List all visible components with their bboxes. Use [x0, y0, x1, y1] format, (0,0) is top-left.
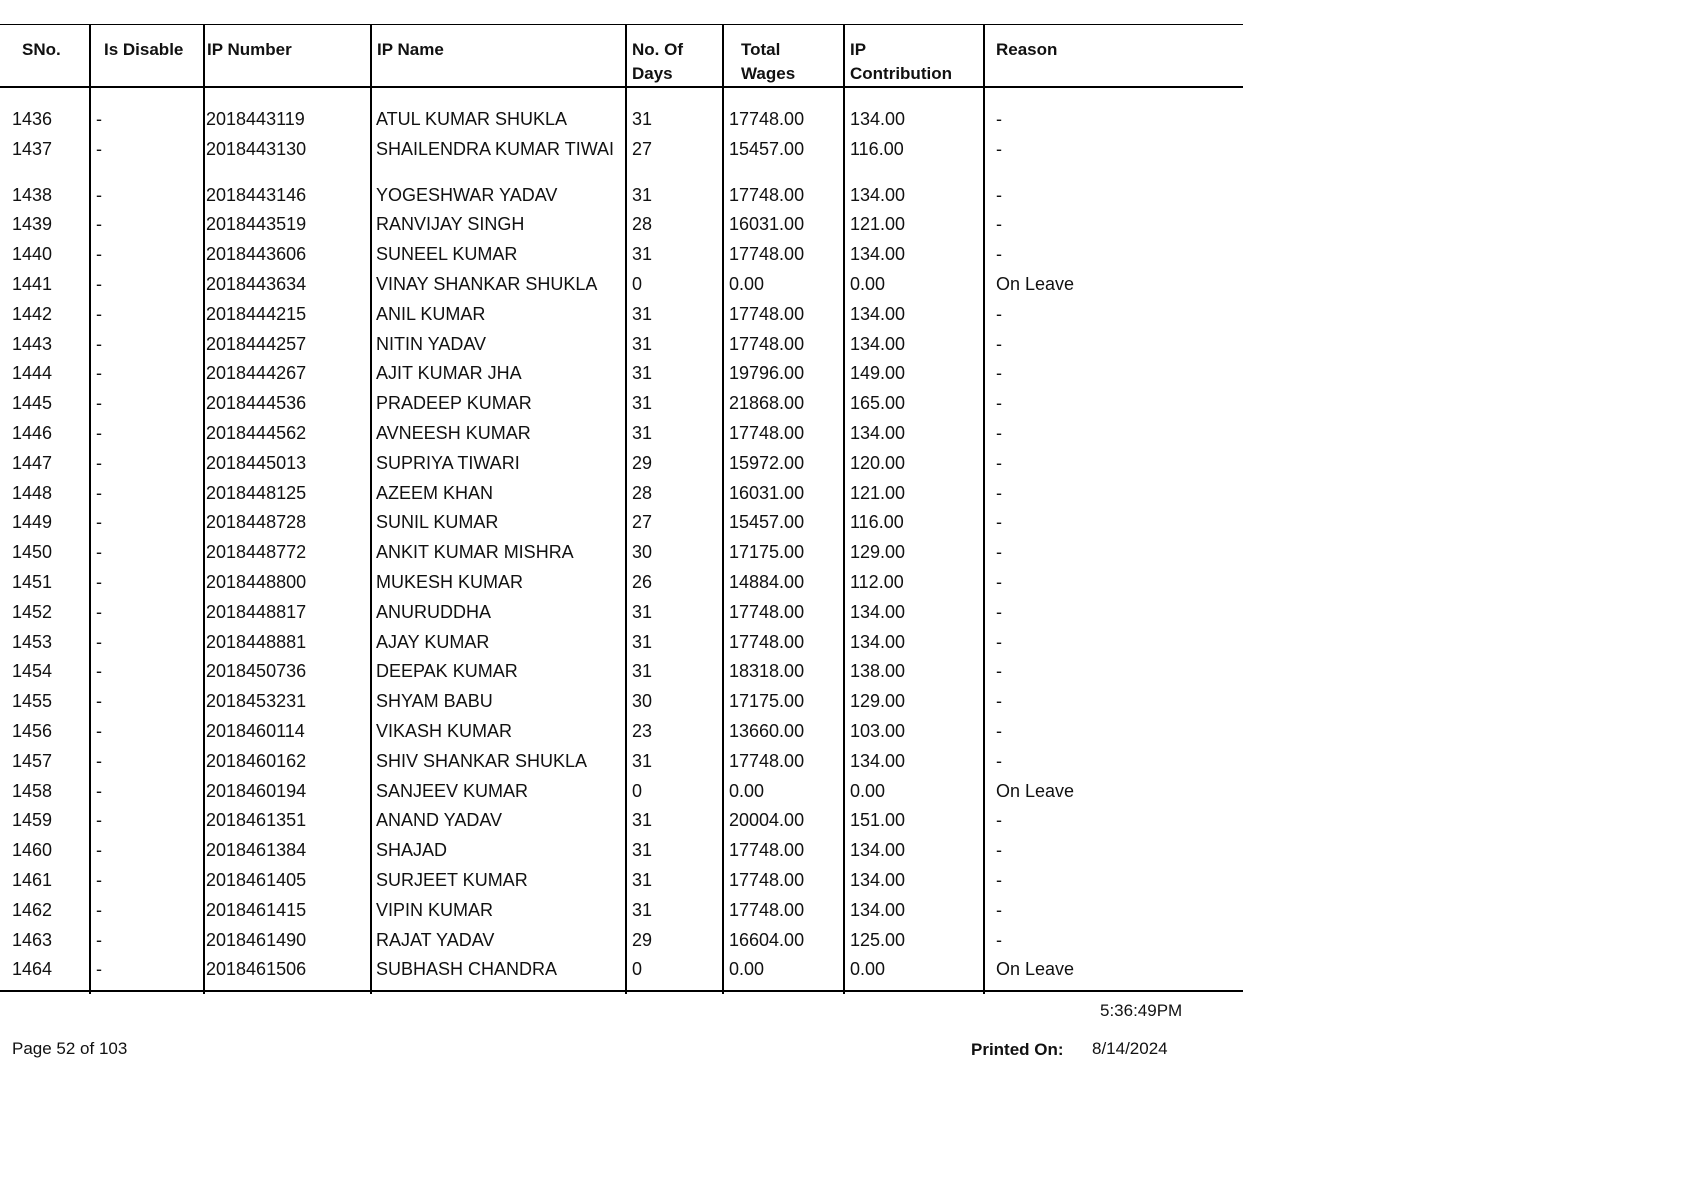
cell-total-wages: 17748.00	[729, 602, 805, 622]
cell-total-wages: 17748.00	[729, 185, 805, 205]
cell-total-wages: 17748.00	[729, 870, 805, 890]
cell-ip-name: ATUL KUMAR SHUKLA	[376, 109, 568, 129]
cell-no-of-days: 31	[632, 393, 653, 413]
cell-reason: -	[996, 572, 1002, 592]
column-header-ip-number: IP Number	[207, 40, 292, 59]
cell-total-wages: 14884.00	[729, 572, 805, 592]
cell-ip-number: 2018444536	[206, 393, 307, 413]
cell-ip-name: SHAJAD	[376, 840, 448, 860]
column-header-sno: SNo.	[22, 40, 61, 59]
cell-reason: -	[996, 840, 1002, 860]
cell-ip-name: SHIV SHANKAR SHUKLA	[376, 751, 588, 771]
cell-ip-name: RANVIJAY SINGH	[376, 214, 525, 234]
cell-is-disable: -	[96, 453, 102, 473]
cell-ip-contribution: 0.00	[850, 274, 886, 294]
cell-total-wages: 15457.00	[729, 139, 805, 159]
cell-reason: -	[996, 453, 1002, 473]
cell-is-disable: -	[96, 139, 102, 159]
cell-is-disable: -	[96, 109, 102, 129]
cell-ip-contribution: 134.00	[850, 304, 906, 324]
cell-reason: -	[996, 900, 1002, 920]
cell-total-wages: 17748.00	[729, 304, 805, 324]
cell-ip-number: 2018443119	[206, 109, 305, 129]
cell-total-wages: 17748.00	[729, 423, 805, 443]
cell-ip-name: NITIN YADAV	[376, 334, 487, 354]
cell-is-disable: -	[96, 632, 102, 652]
cell-ip-name: VINAY SHANKAR SHUKLA	[376, 274, 598, 294]
cell-total-wages: 17175.00	[729, 691, 805, 711]
cell-total-wages: 0.00	[729, 959, 765, 979]
cell-ip-contribution: 116.00	[850, 512, 904, 532]
column-divider	[89, 24, 91, 994]
cell-reason: -	[996, 109, 1002, 129]
cell-ip-name: ANURUDDHA	[376, 602, 492, 622]
cell-no-of-days: 30	[632, 691, 653, 711]
printed-on-date: 8/14/2024	[1092, 1039, 1168, 1058]
cell-ip-number: 2018461351	[206, 810, 307, 830]
cell-sno: 1461	[12, 870, 53, 890]
cell-sno: 1451	[12, 572, 53, 592]
cell-ip-contribution: 149.00	[850, 363, 906, 383]
cell-ip-contribution: 134.00	[850, 244, 906, 264]
cell-no-of-days: 29	[632, 930, 653, 950]
cell-ip-contribution: 129.00	[850, 542, 906, 562]
cell-no-of-days: 31	[632, 185, 653, 205]
cell-sno: 1444	[12, 363, 53, 383]
cell-total-wages: 16604.00	[729, 930, 805, 950]
cell-ip-number: 2018461506	[206, 959, 307, 979]
column-divider	[983, 24, 985, 994]
cell-no-of-days: 0	[632, 274, 643, 294]
cell-is-disable: -	[96, 512, 102, 532]
cell-no-of-days: 31	[632, 109, 653, 129]
cell-ip-name: AZEEM KHAN	[376, 483, 494, 503]
column-header-no-of-days: No. Of Days	[632, 40, 683, 83]
cell-is-disable: -	[96, 334, 102, 354]
cell-ip-contribution: 138.00	[850, 661, 906, 681]
cell-ip-name: SUPRIYA TIWARI	[376, 453, 520, 473]
cell-sno: 1450	[12, 542, 53, 562]
column-header-total-wages: Total Wages	[741, 40, 796, 83]
cell-ip-contribution: 134.00	[850, 423, 906, 443]
cell-ip-contribution: 0.00	[850, 959, 886, 979]
cell-ip-contribution: 112.00	[850, 572, 904, 592]
cell-is-disable: -	[96, 244, 102, 264]
column-divider	[843, 24, 845, 994]
cell-is-disable: -	[96, 721, 102, 741]
cell-sno: 1449	[12, 512, 53, 532]
cell-ip-name: RAJAT YADAV	[376, 930, 495, 950]
cell-total-wages: 15972.00	[729, 453, 805, 473]
cell-ip-number: 2018448817	[206, 602, 307, 622]
cell-ip-contribution: 134.00	[850, 870, 906, 890]
cell-reason: -	[996, 483, 1002, 503]
cell-sno: 1441	[12, 274, 53, 294]
column-divider	[370, 24, 372, 994]
cell-is-disable: -	[96, 959, 102, 979]
cell-ip-contribution: 129.00	[850, 691, 906, 711]
cell-is-disable: -	[96, 304, 102, 324]
page-number: Page 52 of 103	[12, 1039, 128, 1058]
column-header-ip-contribution: IP Contribution	[850, 40, 952, 83]
cell-ip-contribution: 134.00	[850, 334, 906, 354]
cell-ip-contribution: 103.00	[850, 721, 906, 741]
cell-ip-number: 2018443634	[206, 274, 307, 294]
cell-ip-name: VIKASH KUMAR	[376, 721, 513, 741]
cell-ip-name: VIPIN KUMAR	[376, 900, 494, 920]
cell-is-disable: -	[96, 214, 102, 234]
cell-ip-number: 2018444215	[206, 304, 307, 324]
cell-reason: -	[996, 810, 1002, 830]
cell-ip-name: SUNEEL KUMAR	[376, 244, 518, 264]
cell-is-disable: -	[96, 900, 102, 920]
cell-ip-name: SANJEEV KUMAR	[376, 781, 529, 801]
cell-ip-number: 2018460162	[206, 751, 307, 771]
cell-reason: -	[996, 244, 1002, 264]
cell-no-of-days: 31	[632, 632, 653, 652]
column-header-reason: Reason	[996, 40, 1058, 59]
cell-reason: -	[996, 214, 1002, 234]
cell-sno: 1454	[12, 661, 53, 681]
column-divider	[203, 24, 205, 994]
cell-sno: 1458	[12, 781, 53, 801]
cell-ip-contribution: 116.00	[850, 139, 904, 159]
cell-sno: 1464	[12, 959, 53, 979]
cell-no-of-days: 31	[632, 840, 653, 860]
cell-no-of-days: 27	[632, 139, 653, 159]
cell-sno: 1455	[12, 691, 53, 711]
cell-no-of-days: 31	[632, 870, 653, 890]
cell-ip-contribution: 134.00	[850, 840, 906, 860]
cell-total-wages: 13660.00	[729, 721, 805, 741]
cell-ip-contribution: 121.00	[850, 483, 906, 503]
cell-sno: 1453	[12, 632, 53, 652]
cell-reason: -	[996, 870, 1002, 890]
cell-ip-name: SURJEET KUMAR	[376, 870, 528, 890]
cell-total-wages: 19796.00	[729, 363, 805, 383]
cell-is-disable: -	[96, 810, 102, 830]
cell-ip-name: SUNIL KUMAR	[376, 512, 499, 532]
cell-total-wages: 17748.00	[729, 334, 805, 354]
cell-total-wages: 17748.00	[729, 109, 805, 129]
cell-is-disable: -	[96, 363, 102, 383]
cell-no-of-days: 26	[632, 572, 653, 592]
cell-ip-name: DEEPAK KUMAR	[376, 661, 518, 681]
cell-reason: On Leave	[996, 781, 1075, 801]
column-divider	[722, 24, 724, 994]
cell-reason: -	[996, 512, 1002, 532]
cell-ip-contribution: 120.00	[850, 453, 906, 473]
cell-total-wages: 17175.00	[729, 542, 805, 562]
cell-total-wages: 15457.00	[729, 512, 805, 532]
cell-sno: 1456	[12, 721, 53, 741]
cell-reason: -	[996, 721, 1002, 741]
cell-total-wages: 18318.00	[729, 661, 805, 681]
column-header-is-disable: Is Disable	[104, 40, 184, 59]
cell-is-disable: -	[96, 572, 102, 592]
cell-ip-name: AVNEESH KUMAR	[376, 423, 531, 443]
cell-sno: 1457	[12, 751, 53, 771]
cell-reason: -	[996, 185, 1002, 205]
cell-total-wages: 17748.00	[729, 244, 805, 264]
cell-total-wages: 21868.00	[729, 393, 805, 413]
cell-ip-contribution: 134.00	[850, 751, 906, 771]
cell-total-wages: 17748.00	[729, 840, 805, 860]
cell-is-disable: -	[96, 751, 102, 771]
cell-is-disable: -	[96, 542, 102, 562]
cell-is-disable: -	[96, 661, 102, 681]
cell-reason: -	[996, 393, 1002, 413]
cell-ip-number: 2018444257	[206, 334, 307, 354]
cell-sno: 1448	[12, 483, 53, 503]
cell-ip-number: 2018448800	[206, 572, 307, 592]
cell-is-disable: -	[96, 602, 102, 622]
cell-sno: 1452	[12, 602, 53, 622]
cell-is-disable: -	[96, 185, 102, 205]
cell-sno: 1438	[12, 185, 53, 205]
cell-is-disable: -	[96, 691, 102, 711]
cell-is-disable: -	[96, 840, 102, 860]
cell-total-wages: 20004.00	[729, 810, 805, 830]
cell-total-wages: 0.00	[729, 274, 765, 294]
cell-ip-contribution: 165.00	[850, 393, 906, 413]
cell-ip-contribution: 134.00	[850, 602, 906, 622]
cell-is-disable: -	[96, 274, 102, 294]
cell-ip-number: 2018448772	[206, 542, 307, 562]
cell-ip-contribution: 134.00	[850, 185, 906, 205]
cell-total-wages: 17748.00	[729, 632, 805, 652]
cell-is-disable: -	[96, 423, 102, 443]
table-bottom-border	[0, 990, 1243, 992]
cell-ip-number: 2018461405	[206, 870, 307, 890]
cell-sno: 1443	[12, 334, 53, 354]
cell-ip-number: 2018461415	[206, 900, 307, 920]
cell-no-of-days: 0	[632, 781, 643, 801]
printed-on-label: Printed On:	[971, 1040, 1064, 1059]
cell-reason: -	[996, 930, 1002, 950]
cell-ip-number: 2018443130	[206, 139, 307, 159]
cell-ip-contribution: 134.00	[850, 900, 906, 920]
cell-ip-contribution: 125.00	[850, 930, 906, 950]
cell-sno: 1460	[12, 840, 53, 860]
cell-total-wages: 16031.00	[729, 214, 805, 234]
cell-reason: -	[996, 602, 1002, 622]
cell-no-of-days: 31	[632, 363, 653, 383]
cell-sno: 1445	[12, 393, 53, 413]
cell-no-of-days: 31	[632, 602, 653, 622]
cell-no-of-days: 29	[632, 453, 653, 473]
column-header-ip-name: IP Name	[377, 40, 444, 59]
cell-reason: -	[996, 542, 1002, 562]
cell-no-of-days: 31	[632, 810, 653, 830]
cell-ip-number: 2018453231	[206, 691, 307, 711]
cell-sno: 1459	[12, 810, 53, 830]
cell-ip-number: 2018460194	[206, 781, 307, 801]
cell-no-of-days: 30	[632, 542, 653, 562]
cell-ip-number: 2018461384	[206, 840, 307, 860]
cell-ip-name: ANIL KUMAR	[376, 304, 486, 324]
cell-is-disable: -	[96, 483, 102, 503]
cell-reason: -	[996, 751, 1002, 771]
cell-ip-number: 2018448125	[206, 483, 307, 503]
cell-ip-name: SHAILENDRA KUMAR TIWAI	[376, 139, 615, 159]
cell-reason: -	[996, 691, 1002, 711]
cell-ip-number: 2018444562	[206, 423, 307, 443]
cell-no-of-days: 31	[632, 661, 653, 681]
cell-sno: 1446	[12, 423, 53, 443]
cell-ip-contribution: 0.00	[850, 781, 886, 801]
cell-ip-number: 2018444267	[206, 363, 307, 383]
cell-ip-number: 2018461490	[206, 930, 307, 950]
cell-reason: -	[996, 139, 1002, 159]
cell-sno: 1440	[12, 244, 53, 264]
cell-ip-number: 2018443519	[206, 214, 307, 234]
column-divider	[625, 24, 627, 994]
cell-ip-number: 2018450736	[206, 661, 307, 681]
cell-ip-number: 2018443606	[206, 244, 307, 264]
cell-reason: -	[996, 304, 1002, 324]
cell-reason: On Leave	[996, 274, 1075, 294]
cell-no-of-days: 28	[632, 483, 653, 503]
cell-no-of-days: 31	[632, 900, 653, 920]
cell-no-of-days: 31	[632, 423, 653, 443]
cell-ip-name: YOGESHWAR YADAV	[376, 185, 558, 205]
cell-sno: 1462	[12, 900, 53, 920]
cell-ip-number: 2018443146	[206, 185, 307, 205]
cell-sno: 1439	[12, 214, 53, 234]
cell-ip-number: 2018448881	[206, 632, 307, 652]
cell-no-of-days: 23	[632, 721, 653, 741]
cell-sno: 1463	[12, 930, 53, 950]
cell-no-of-days: 31	[632, 304, 653, 324]
table-top-border	[0, 24, 1243, 25]
cell-ip-number: 2018448728	[206, 512, 307, 532]
cell-reason: -	[996, 632, 1002, 652]
cell-total-wages: 17748.00	[729, 900, 805, 920]
cell-is-disable: -	[96, 393, 102, 413]
cell-ip-name: AJIT KUMAR JHA	[376, 363, 522, 383]
cell-ip-name: PRADEEP KUMAR	[376, 393, 532, 413]
cell-is-disable: -	[96, 870, 102, 890]
cell-no-of-days: 27	[632, 512, 653, 532]
cell-reason: -	[996, 423, 1002, 443]
cell-ip-name: SHYAM BABU	[376, 691, 493, 711]
cell-ip-number: 2018445013	[206, 453, 307, 473]
cell-total-wages: 17748.00	[729, 751, 805, 771]
cell-ip-name: SUBHASH CHANDRA	[376, 959, 558, 979]
cell-ip-contribution: 134.00	[850, 109, 906, 129]
cell-is-disable: -	[96, 930, 102, 950]
cell-reason: -	[996, 661, 1002, 681]
cell-ip-contribution: 121.00	[850, 214, 906, 234]
cell-no-of-days: 31	[632, 334, 653, 354]
cell-ip-name: MUKESH KUMAR	[376, 572, 524, 592]
cell-reason: -	[996, 363, 1002, 383]
cell-no-of-days: 31	[632, 751, 653, 771]
cell-sno: 1447	[12, 453, 53, 473]
cell-reason: -	[996, 334, 1002, 354]
header-bottom-border	[0, 86, 1243, 88]
cell-ip-name: ANAND YADAV	[376, 810, 503, 830]
print-time: 5:36:49PM	[1100, 1001, 1183, 1020]
cell-no-of-days: 31	[632, 244, 653, 264]
cell-total-wages: 16031.00	[729, 483, 805, 503]
cell-ip-name: AJAY KUMAR	[376, 632, 490, 652]
cell-sno: 1437	[12, 139, 53, 159]
cell-sno: 1442	[12, 304, 53, 324]
cell-ip-contribution: 151.00	[850, 810, 906, 830]
cell-reason: On Leave	[996, 959, 1075, 979]
cell-ip-contribution: 134.00	[850, 632, 906, 652]
cell-total-wages: 0.00	[729, 781, 765, 801]
cell-no-of-days: 28	[632, 214, 653, 234]
cell-sno: 1436	[12, 109, 53, 129]
cell-ip-number: 2018460114	[206, 721, 305, 741]
cell-ip-name: ANKIT KUMAR MISHRA	[376, 542, 574, 562]
cell-is-disable: -	[96, 781, 102, 801]
cell-no-of-days: 0	[632, 959, 643, 979]
